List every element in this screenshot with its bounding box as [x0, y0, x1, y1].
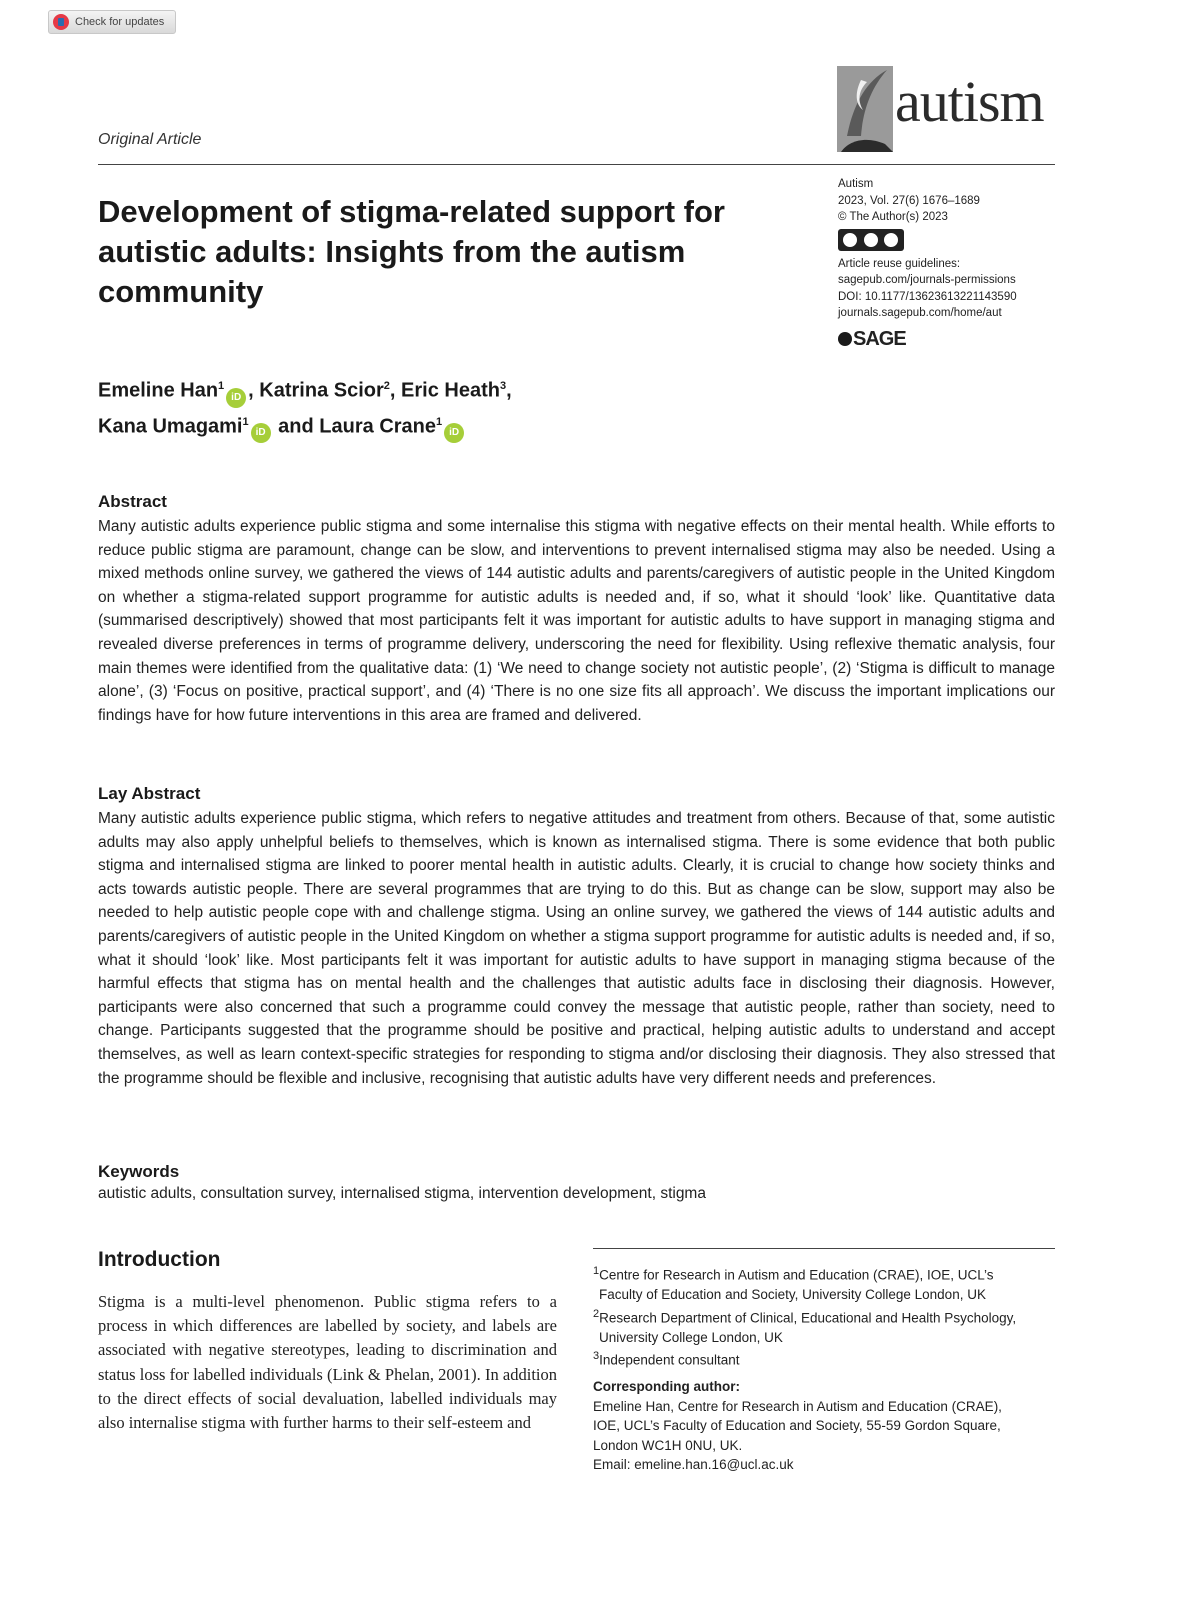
corresponding-author-line: IOE, UCL’s Faculty of Education and Society, 55-59 Gordon Square, [593, 1418, 1001, 1433]
author-separator: , [248, 379, 260, 402]
affiliation-1 [593, 1262, 1063, 1285]
author-line-1 [98, 372, 512, 408]
cc-license-icon [838, 229, 904, 251]
reuse-label: Article reuse guidelines: [838, 257, 961, 270]
introduction-heading: Introduction [98, 1248, 221, 1271]
article-title: Development of stigma-related support for autistic adults: Insights from the autism community [98, 194, 725, 309]
corresponding-author-heading: Corresponding author: [593, 1379, 740, 1394]
author-affiliation: 3 [499, 380, 507, 392]
author-name: Eric Heath [401, 379, 500, 402]
corresponding-author-email[interactable]: Email: emeline.han.16@ucl.ac.uk [593, 1457, 794, 1472]
author-line-2 [98, 408, 512, 444]
orcid-icon[interactable]: iD [226, 388, 246, 408]
keywords-text: autistic adults, consultation survey, internalised stigma, intervention development, stigma [98, 1185, 706, 1202]
corresponding-author-line: Emeline Han, Centre for Research in Autism and Education (CRAE), [593, 1398, 1002, 1414]
affiliation-2 [593, 1305, 1063, 1328]
header-divider [98, 164, 1055, 165]
affiliation-number: 1 [593, 1265, 600, 1277]
author-separator: , [389, 379, 402, 402]
affiliation-number: 2 [593, 1307, 600, 1320]
affiliation-3 [593, 1347, 1063, 1370]
lay-abstract-text: Many autistic adults experience public stigma, which refers to negative attitudes and treatment from others. Because of that, some autistic adults may also apply unhelpful beliefs to themselves, which is known as internalised stigma. There is some evidence that both public stigma and internalised stigma are linked to poorer mental health in autistic adults. Clearly, it is crucial to change how society thinks and acts towards autistic people. There are several programmes that are trying to do this. But as change can be slow, support may also be needed to help autistic people cope with and challenge stigma. Using an online survey, we gathered the views of 144 autistic adults and parents/caregivers of autistic people in the United Kingdom on whether a stigma support programme for autistic adults is needed and, if so, what it should ‘look’ like. Most participants felt it was important for autistic adults to have support in managing stigma because of the harmful effects that stigma has on mental health and the challenges that autistic adults face in disclosing their diagnosis. However, participants were also concerned that such a programme could convey the message that autistic people, rather than society, need to change. Participants suggested that the programme should be positive and practical, helping autistic adults to understand and accept themselves, as well as learn context-specific strategies for responding to stigma and/or disclosing their diagnosis. They also stressed that the programme should be flexible and inclusive, recognising that autistic adults have very different needs and preferences. [98, 810, 1055, 1087]
check-for-updates-icon [53, 14, 69, 30]
journal-link[interactable]: journals.sagepub.com/home/aut [838, 307, 1002, 319]
publisher-logo [838, 326, 1058, 352]
doi[interactable]: DOI: 10.1177/13623613221143590 [838, 290, 1017, 303]
orcid-icon[interactable]: iD [444, 423, 464, 443]
author-name: Emeline Han [98, 379, 219, 402]
orcid-icon[interactable]: iD [251, 423, 271, 443]
journal-name: Autism [838, 178, 874, 190]
lay-abstract-heading: Lay Abstract [98, 784, 201, 803]
footnotes [593, 1262, 1063, 1475]
affiliation-text: Centre for Research in Autism and Education (CRAE), IOE, UCL’s [599, 1267, 994, 1283]
journal-logo-text: autism [895, 69, 1044, 134]
publisher-name: SAGE [853, 327, 906, 350]
author-affiliation: 1 [218, 380, 225, 392]
author-separator: and [272, 415, 320, 438]
affiliation-text: Independent consultant [599, 1352, 740, 1368]
article-type: Original Article [98, 131, 202, 148]
author-name: Laura Crane [319, 415, 437, 438]
author-affiliation: 2 [383, 380, 390, 392]
check-for-updates-label: Check for updates [75, 16, 165, 28]
affiliation-number: 3 [593, 1350, 600, 1362]
journal-logo-mark-icon [837, 66, 893, 152]
affiliation-2-cont: University College London, UK [599, 1329, 783, 1345]
journal-meta [838, 176, 1058, 352]
author-affiliation: 1 [242, 415, 249, 428]
journal-volume: 2023, Vol. 27(6) 1676–1689 [838, 194, 980, 207]
sage-logo-icon [838, 332, 852, 346]
check-for-updates-button[interactable] [48, 10, 176, 34]
introduction-text: Stigma is a multi-level phenomenon. Public stigma refers to a process in which differences are labelled by society, and labels are associated with negative stereotypes, leading to discrimination and status loss for labelled individuals (Link & Phelan, 2001). In addition to the direct effects of social devaluation, labelled individuals may also internalise stigma with further harms to their self-esteem and [98, 1292, 557, 1433]
keywords-heading: Keywords [98, 1162, 180, 1181]
author-affiliation: 1 [436, 415, 443, 428]
author-separator: , [506, 379, 512, 402]
journal-logo [837, 66, 1057, 154]
abstract-text: Many autistic adults experience public stigma and some internalise this stigma with negative effects on their mental health. While efforts to reduce public stigma are paramount, change can be slow, and interventions to prevent internalised stigma may also be needed. Using a mixed methods online survey, we gathered the views of 144 autistic adults and parents/caregivers of autistic people in the United Kingdom on whether a stigma-related support programme for autistic adults is needed and, if so, what it should ‘look’ like. Quantitative data (summarised descriptively) showed that most participants felt it was important for autistic adults to have support in managing stigma and revealed diverse preferences in terms of programme delivery, underscoring the need for flexibility. Using reflexive thematic analysis, four main themes were identified from the qualitative data: (1) ‘We need to change society not autistic people’, (2) ‘Stigma is difficult to manage alone’, (3) ‘Focus on positive, practical support’, and (4) ‘There is no one size fits all approach’. We discuss the important implications our findings have for how future interventions in this area are framed and delivered. [98, 518, 1055, 724]
abstract-heading: Abstract [98, 492, 167, 511]
affiliation-1-cont: Faculty of Education and Society, University College London, UK [599, 1287, 986, 1302]
corresponding-author-line: London WC1H 0NU, UK. [593, 1437, 743, 1453]
author-name: Katrina Scior [259, 379, 384, 402]
author-name: Kana Umagami [98, 415, 243, 438]
reuse-link[interactable]: sagepub.com/journals-permissions [838, 274, 1016, 286]
copyright: © The Author(s) 2023 [838, 211, 948, 223]
affiliation-text: Research Department of Clinical, Educational and Health Psychology, [599, 1310, 1017, 1325]
footnote-divider [593, 1248, 1055, 1249]
author-list [98, 372, 512, 443]
